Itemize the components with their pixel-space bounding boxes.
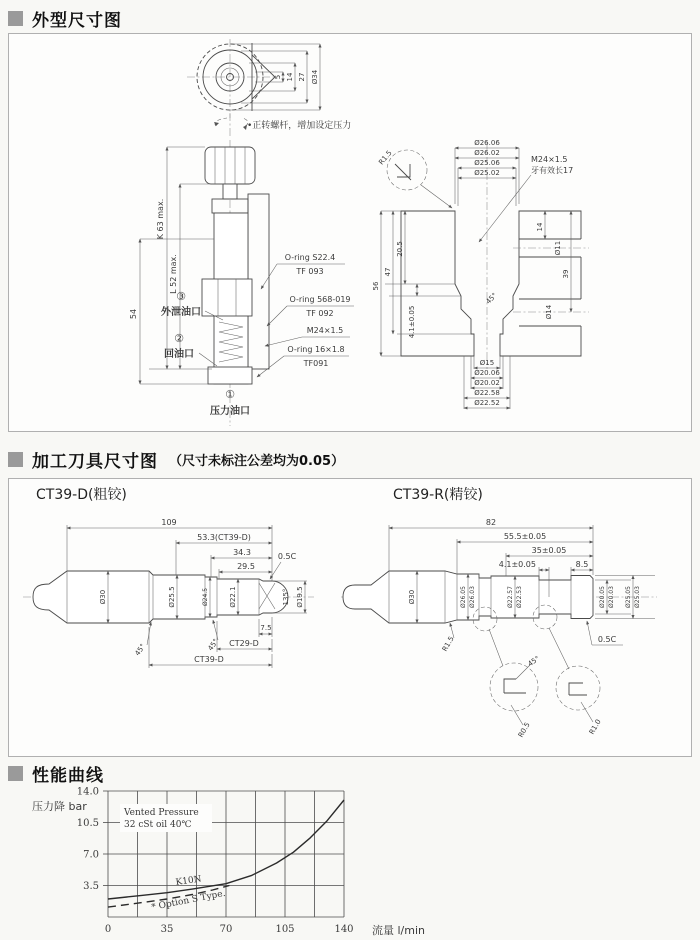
section-header-tooling — [8, 447, 344, 472]
port-number: ② — [174, 332, 184, 345]
dim-label: 82 — [485, 518, 497, 527]
tooling-drawing — [9, 479, 691, 756]
port-number: ① — [225, 388, 235, 401]
dim-label: 39 — [562, 269, 570, 279]
section-bullet-icon — [8, 11, 23, 26]
dim-label: Ø25.02 — [474, 169, 500, 177]
section-header-outline — [8, 6, 122, 31]
tool-ct39d — [23, 486, 314, 668]
angle-label: 45° — [206, 637, 221, 653]
dim-label: 29.5 — [237, 562, 255, 571]
dim-label: 14 — [536, 222, 544, 232]
x-tick-label: 35 — [160, 924, 174, 935]
chamfer-label: 0.5C — [597, 635, 617, 644]
port-label: 回油口 — [164, 349, 194, 360]
dia-label: Ø20.03 — [608, 586, 615, 608]
y-axis-label: 压力降 bar — [32, 800, 87, 813]
tool-label: CT39-D(粗铰) — [36, 487, 127, 503]
span-label: CT39-D — [194, 655, 224, 664]
dia-label: Ø25.03 — [634, 586, 641, 608]
callout-label: O-ring 16×1.8 — [287, 345, 345, 354]
y-tick-label: 14.0 — [76, 786, 99, 798]
chart-annotation: 32 cSt oil 40℃ — [124, 820, 192, 830]
dim-label: Ø26.02 — [474, 149, 500, 157]
knob-top-view — [187, 39, 320, 118]
dim-label: Ø20.06 — [474, 369, 500, 377]
dim-label: Ø22.52 — [474, 399, 500, 407]
dim-label: 27 — [298, 72, 306, 82]
dim-label: Ø26.06 — [474, 139, 500, 147]
dia-label: Ø20.05 — [599, 586, 606, 608]
dia-label: Ø25.5 — [168, 586, 176, 608]
section-note: （尺寸未标注公差均为0.05） — [169, 454, 345, 469]
dim-label: 109 — [161, 518, 177, 527]
x-axis-label: 流量 l/min — [372, 924, 426, 937]
performance-chart — [0, 782, 700, 940]
outline-drawing — [9, 34, 691, 431]
detail-circle — [490, 663, 538, 711]
dia-label: Ø19.5 — [296, 586, 304, 608]
callout-label: O-ring S22.4 — [284, 253, 336, 262]
y-tick-label: 10.5 — [76, 818, 99, 829]
section-bullet-icon — [8, 766, 23, 781]
detail-circle — [387, 150, 427, 190]
dim-label: 35±0.05 — [531, 546, 567, 555]
callout-label: TF091 — [303, 359, 329, 368]
callout-label: TF 092 — [306, 309, 334, 318]
tool-label: CT39-R(精铰) — [393, 487, 483, 503]
angle-label: 135° — [282, 588, 290, 606]
chart-annotation: Vented Pressure — [124, 808, 199, 818]
valve-hex — [202, 279, 252, 316]
dim-label: Ø20.02 — [474, 379, 500, 387]
x-tick-label: 0 — [104, 924, 112, 935]
valve-flange — [208, 367, 252, 384]
callout-label: O-ring 568-019 — [289, 295, 351, 304]
dim-label: 55.5±0.05 — [503, 532, 547, 541]
chart-x-ticks — [105, 924, 354, 935]
section-bullet-icon — [8, 452, 23, 467]
radius-label: R1.5 — [377, 149, 394, 167]
valve-knob — [205, 147, 255, 184]
dia-label: Ø30 — [99, 589, 107, 605]
dim-label: 34.3 — [233, 548, 251, 557]
rotation-note — [214, 113, 351, 137]
x-tick-label: 70 — [219, 924, 233, 935]
rotation-note-label: •正转螺杆，增加设定压力 — [247, 121, 352, 131]
span-label: CT29-D — [229, 639, 259, 648]
dia-label: Ø25.05 — [625, 586, 632, 608]
dim-label: Ø15 — [479, 359, 495, 367]
radius-label: R0.5 — [516, 721, 532, 739]
dim-label: Ø22.58 — [474, 389, 500, 397]
dia-label: Ø24.5 — [202, 587, 209, 607]
detail-circle — [556, 666, 600, 710]
angle-label: 45° — [526, 654, 542, 669]
chamfer-label: 0.5C — [277, 552, 297, 561]
thread-label: M24×1.5 — [531, 155, 568, 164]
callout-label: TF 093 — [296, 267, 324, 276]
section-title: 加工刀具尺寸图 — [32, 452, 158, 472]
dim-label: Ø11 — [554, 240, 562, 256]
dim-label: 20.5 — [396, 241, 404, 257]
radius-label: R1.0 — [587, 718, 603, 736]
dim-label: 54 — [129, 308, 138, 320]
tool-profile — [33, 571, 288, 623]
dim-label: 47 — [384, 267, 392, 277]
dia-label: Ø22.1 — [229, 586, 237, 608]
y-tick-label: 3.5 — [83, 881, 99, 892]
oring-callouts — [257, 253, 354, 377]
dim-label: 4.1±0.05 — [498, 560, 536, 569]
dia-label: Ø30 — [408, 589, 416, 605]
dia-label: Ø26.03 — [469, 586, 476, 608]
port-label: 外泄油口 — [161, 307, 201, 318]
angle-label: 45° — [484, 291, 499, 306]
dim-label: 56 — [372, 281, 380, 291]
tooling-drawing-box — [8, 478, 692, 757]
outline-drawing-box — [8, 33, 692, 432]
dim-label: 53.3(CT39-D) — [197, 533, 251, 542]
dim-label: Ø34 — [311, 69, 319, 85]
port-number: ③ — [176, 290, 186, 303]
angle-label: 45° — [133, 642, 148, 658]
section-title: 性能曲线 — [32, 766, 104, 786]
dim-label: 5 — [274, 74, 282, 80]
dim-label: Ø25.06 — [474, 159, 500, 167]
series-label: K10N — [175, 874, 203, 888]
dim-label: L 52 max. — [169, 254, 178, 294]
radius-label: R1.5 — [440, 635, 456, 653]
valve-side-view — [129, 140, 269, 426]
dia-label: Ø26.05 — [460, 586, 467, 608]
callout-label: M24×1.5 — [306, 326, 344, 335]
x-tick-label: 140 — [334, 924, 354, 935]
dim-label: 4.1±0.05 — [408, 305, 416, 339]
port-label: 压力油口 — [210, 406, 250, 417]
dim-label: K 63 max. — [156, 198, 165, 240]
dim-label: 14 — [286, 72, 294, 82]
dia-label: Ø22.53 — [516, 586, 523, 608]
section-title: 外型尺寸图 — [32, 11, 122, 31]
y-tick-label: 7.0 — [83, 849, 99, 861]
cavity-wall-right — [500, 211, 581, 356]
thread-label: 牙有效长17 — [531, 166, 574, 175]
series-label: * Option S Type. — [150, 888, 227, 913]
tool-ct39r — [341, 486, 657, 739]
dia-label: Ø22.57 — [507, 586, 514, 608]
dim-label: Ø14 — [545, 304, 553, 320]
x-tick-label: 105 — [275, 924, 295, 935]
dim-label: 8.5 — [575, 560, 589, 569]
dim-label: 7.5 — [260, 624, 272, 632]
cavity-section-view — [372, 139, 589, 409]
